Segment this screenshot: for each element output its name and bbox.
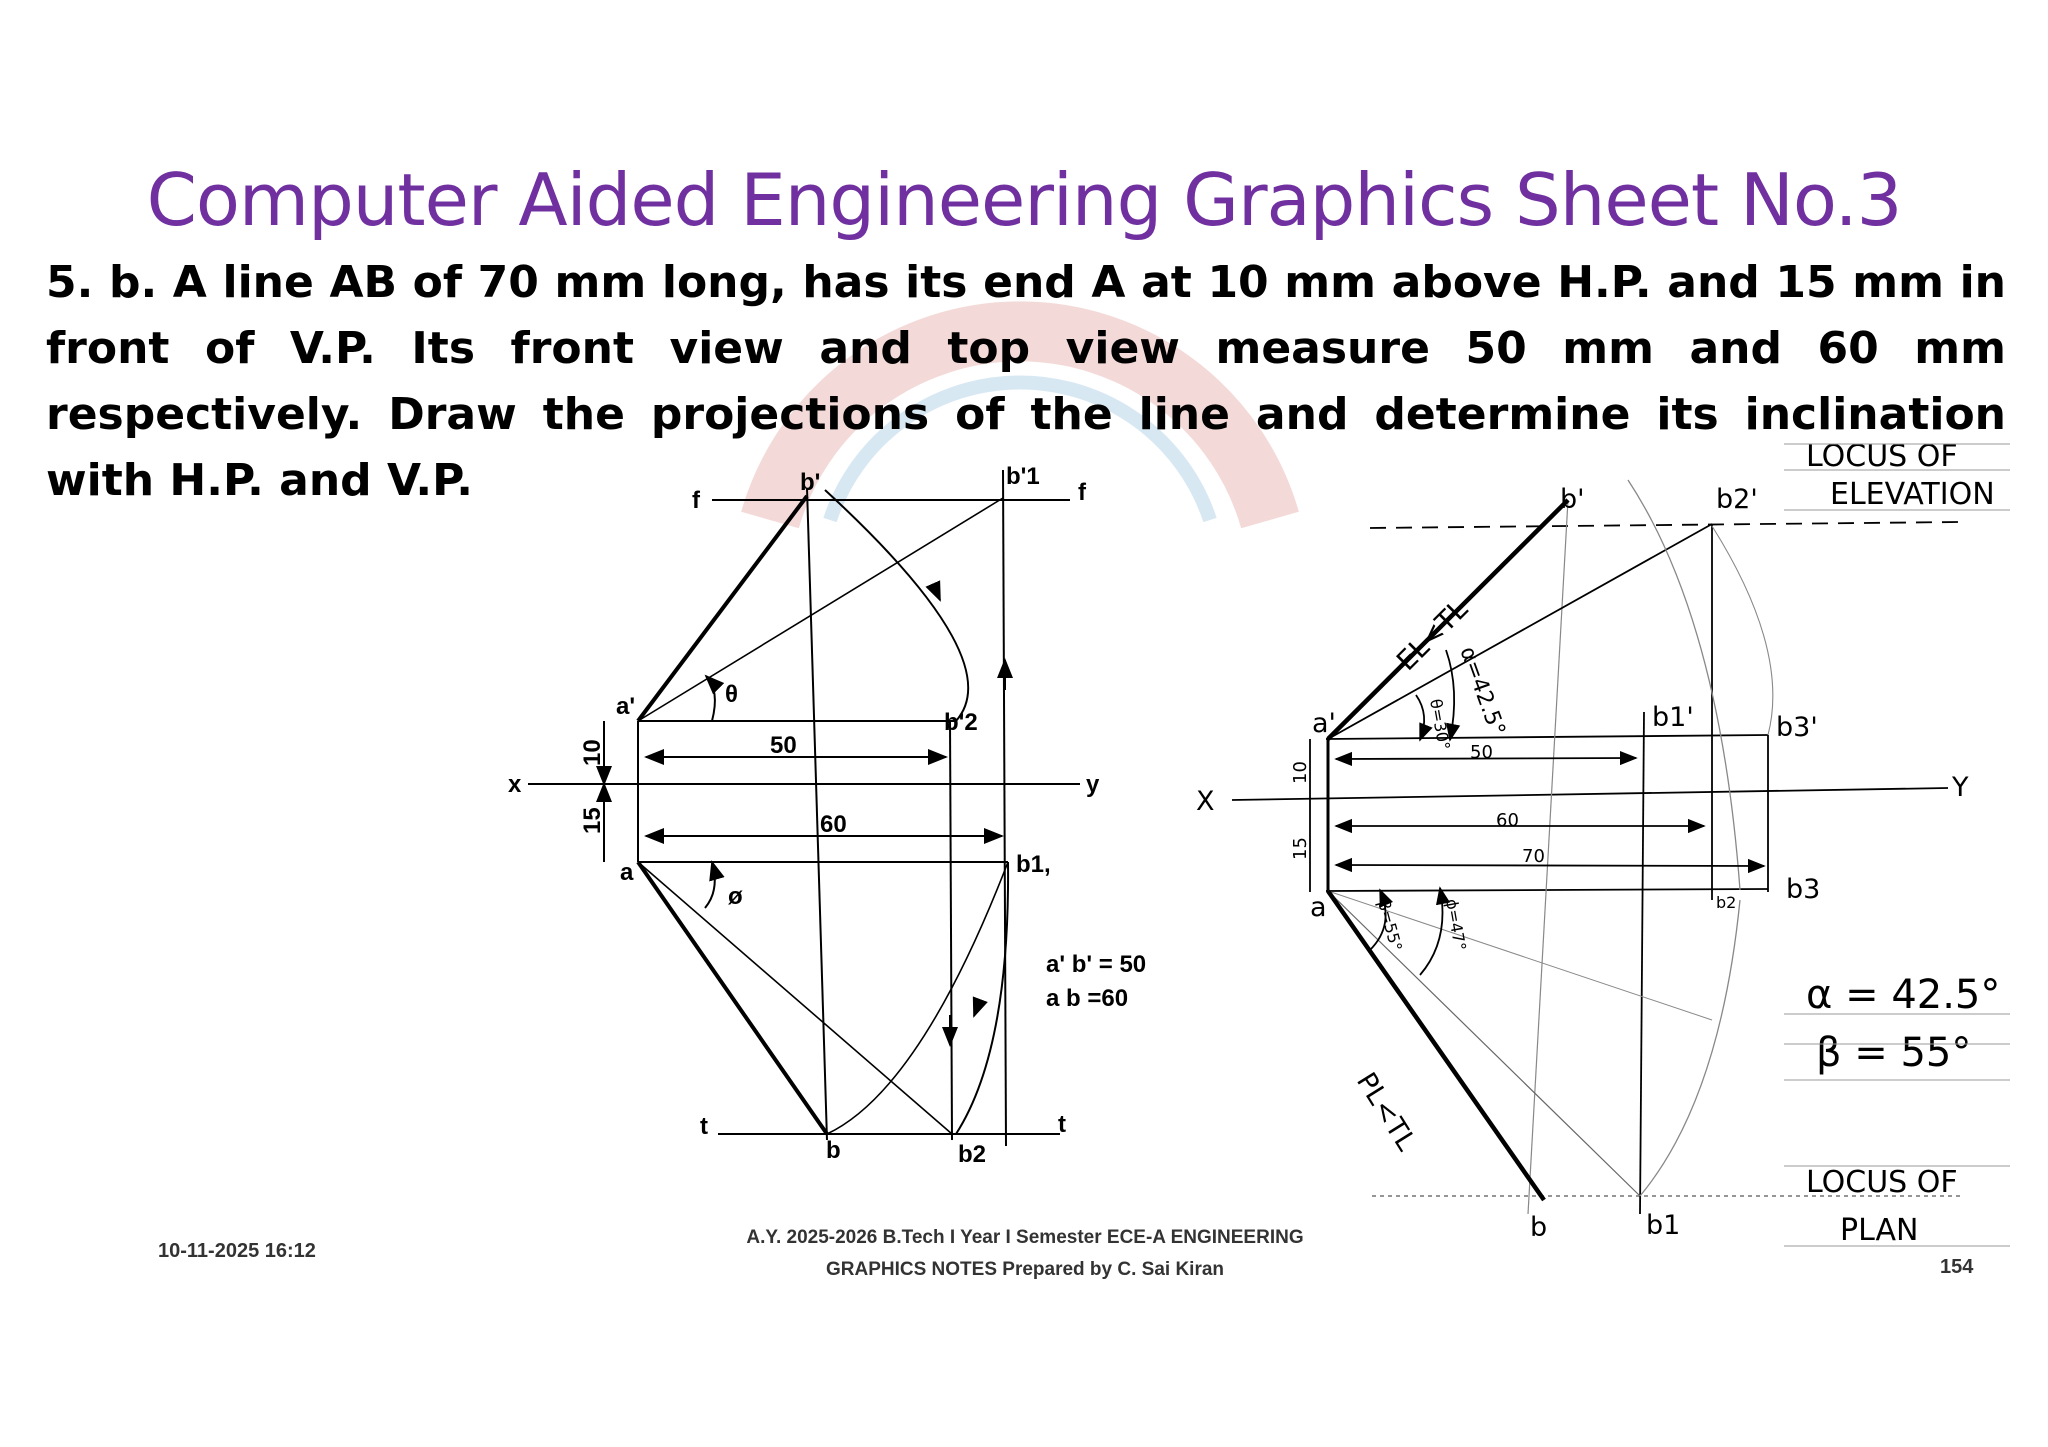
b-label: b [826,1137,841,1164]
question-line-3: respectively. Draw the projections of the line and determine its inclination [46,389,2006,440]
b-prime-label: b' [800,469,821,496]
right-b2-prime-label: b2' [1716,484,1758,515]
right-dim-50-label: 50 [1470,742,1493,763]
slide-title: Computer Aided Engineering Graphics Sheet No.3 [146,158,1902,242]
note-top-view: a b =60 [1046,985,1129,1012]
b2-prime-label: b'2 [944,709,978,736]
right-y-label: Y [1952,772,1969,803]
right-a-label: a [1310,892,1327,923]
a-label: a [620,859,634,886]
b2-label: b2 [958,1141,987,1168]
dim-50-label: 50 [770,732,797,759]
f-right-label: f [1078,479,1086,506]
alpha-angle-label: α=42.5° [1454,643,1510,740]
footer-center [640,1222,1410,1286]
t-left-label: t [700,1113,708,1140]
footer-line-2: GRAPHICS NOTES Prepared by C. Sai Kiran [825,1259,1225,1280]
y-label: y [1086,771,1100,798]
right-a-prime-label: a' [1312,708,1336,739]
locus-elevation-line1: LOCUS OF [1806,439,1958,474]
footer-line-1: A.Y. 2025-2026 B.Tech I Year I Semester ECE-A ENGINEERING [746,1227,1304,1248]
theta-angle-label: θ=30° [1426,697,1454,752]
b1-label: b1, [1016,851,1051,878]
question-line-1: 5. b. A line AB of 70 mm long, has its end A at 10 mm above H.P. and 15 mm in [46,257,2006,308]
locus-plan-line1: LOCUS OF [1806,1165,1958,1200]
right-x-label: X [1196,786,1215,817]
el-tl-label: EL<TL [1391,594,1474,677]
phi-angle-label: ϕ=47° [1442,897,1470,953]
f-left-label: f [692,487,700,514]
right-b2-label: b2 [1716,893,1737,912]
right-b-label: b [1530,1212,1548,1243]
question-line-4: with H.P. and V.P. [46,455,473,506]
t-right-label: t [1058,1111,1066,1138]
dim-10-label: 10 [579,739,606,766]
beta-angle-label: β=55° [1374,898,1406,954]
dim-15-label: 15 [579,807,606,834]
right-b1-label: b1 [1646,1210,1681,1241]
x-label: x [508,771,522,798]
theta-label: θ [725,681,738,708]
footer-date: 10-11-2025 16:12 [158,1240,316,1262]
right-dim-70-label: 70 [1522,846,1545,867]
right-b1-prime-label: b1' [1652,702,1694,733]
a-prime-label: a' [616,693,636,720]
note-front-view: a' b' = 50 [1046,951,1147,978]
result-beta: β = 55° [1816,1030,1972,1076]
pl-tl-label: PL<TL [1350,1067,1422,1157]
right-dim-60-label: 60 [1496,810,1519,831]
right-dim-15-label: 15 [1290,837,1311,860]
dim-60-label: 60 [820,811,847,838]
phi-label: ø [728,883,743,910]
locus-elevation-line2: ELEVATION [1830,477,1995,512]
right-b3-prime-label: b3' [1776,712,1818,743]
right-dim-10-label: 10 [1290,761,1311,784]
right-b-prime-label: b' [1560,484,1585,515]
right-b3-label: b3 [1786,874,1821,905]
result-alpha: α = 42.5° [1806,972,2001,1018]
locus-plan-line2: PLAN [1840,1213,1919,1248]
page-number: 154 [1940,1256,1974,1278]
question-line-2: front of V.P. Its front view and top view measure 50 mm and 60 mm [46,323,2006,374]
b1-prime-label: b'1 [1006,463,1040,490]
